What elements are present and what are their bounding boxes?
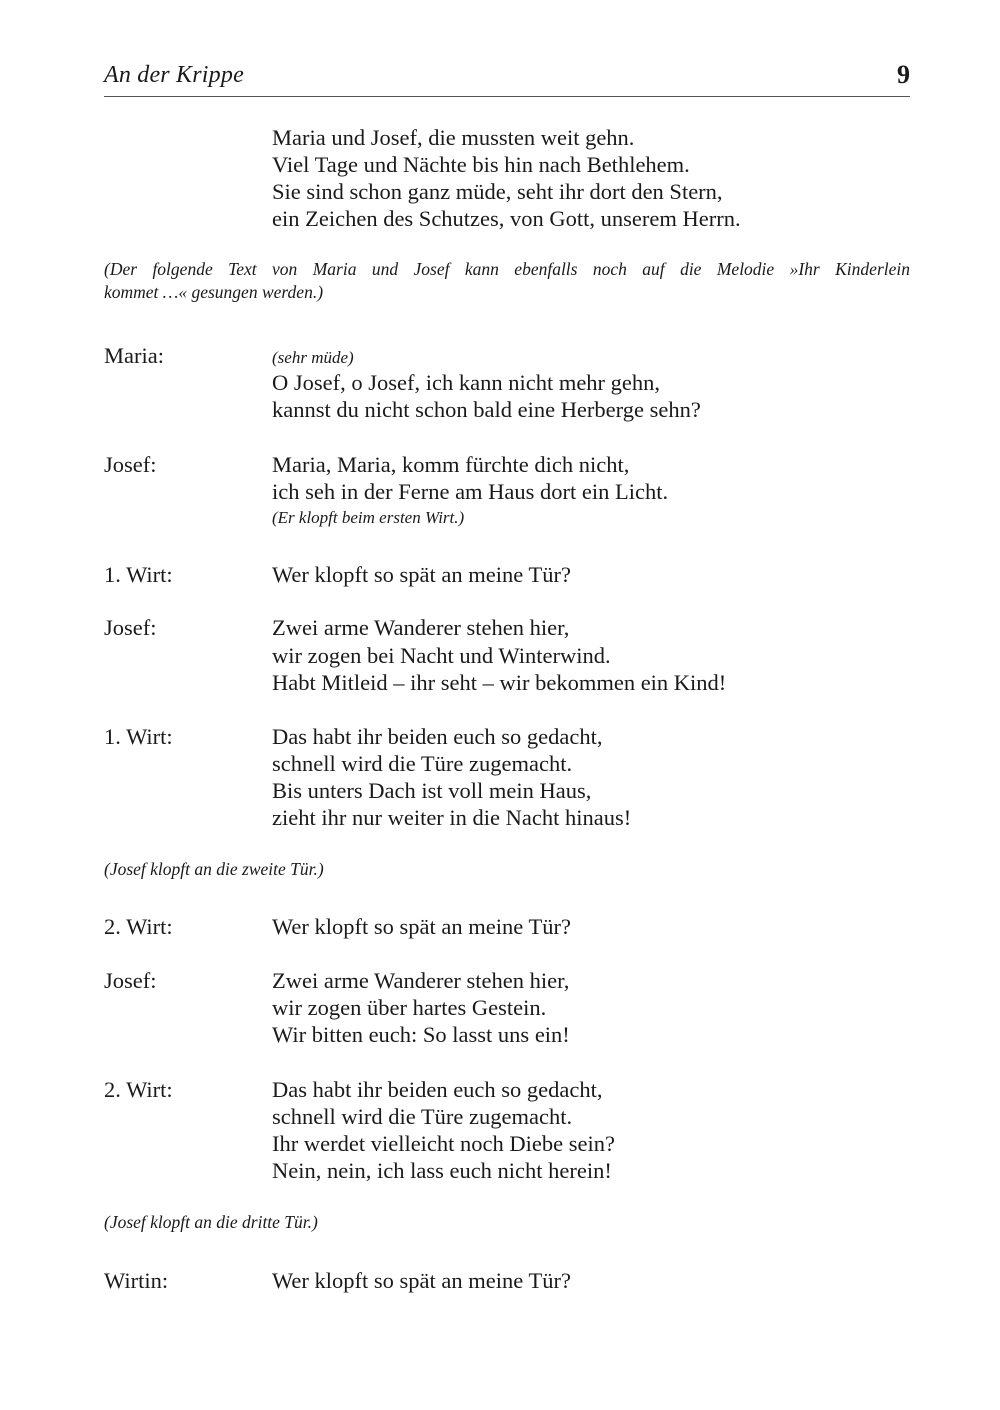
verse-line: Sie sind schon ganz müde, seht ihr dort den Stern,	[272, 179, 723, 204]
dialogue-line: Wer klopft so spät an meine Tür?	[272, 1268, 571, 1293]
speaker-label: Josef:	[104, 968, 157, 993]
running-header	[104, 60, 910, 97]
speaker-label: 2. Wirt:	[104, 1077, 173, 1102]
dialogue-line: Wer klopft so spät an meine Tür?	[272, 914, 571, 939]
speaker-label: Maria:	[104, 343, 164, 368]
verse-line: Viel Tage und Nächte bis hin nach Bethlehem.	[272, 152, 690, 177]
speaker-label: Wirtin:	[104, 1268, 169, 1293]
dialogue-line: Bis unters Dach ist voll mein Haus,	[272, 778, 592, 803]
verse-line: ein Zeichen des Schutzes, von Gott, unserem Herrn.	[272, 206, 741, 231]
dialogue-line: Maria, Maria, komm fürchte dich nicht,	[272, 452, 630, 477]
speaker-label: Josef:	[104, 615, 157, 640]
speaker-label: 2. Wirt:	[104, 914, 173, 939]
dialogue-line: Zwei arme Wanderer stehen hier,	[272, 615, 570, 640]
stage-direction: (Er klopft beim ersten Wirt.)	[272, 508, 465, 527]
dialogue-line: Wer klopft so spät an meine Tür?	[272, 562, 571, 587]
melody-note-line: kommet …« gesungen werden.)	[104, 282, 324, 302]
stage-direction-third-door: (Josef klopft an die dritte Tür.)	[104, 1212, 318, 1232]
dialogue-line: Das habt ihr beiden euch so gedacht,	[272, 1077, 603, 1102]
dialogue-line: zieht ihr nur weiter in die Nacht hinaus!	[272, 805, 632, 830]
dialogue-line: schnell wird die Türe zugemacht.	[272, 751, 573, 776]
dialogue-line: Wir bitten euch: So lasst uns ein!	[272, 1022, 570, 1047]
stage-direction: (sehr müde)	[272, 348, 354, 367]
dialogue-line: O Josef, o Josef, ich kann nicht mehr gehn,	[272, 370, 661, 395]
speaker-label: Josef:	[104, 452, 157, 477]
dialogue-line: ich seh in der Ferne am Haus dort ein Licht.	[272, 479, 669, 504]
dialogue-line: Habt Mitleid – ihr seht – wir bekommen ein Kind!	[272, 670, 727, 695]
dialogue-line: wir zogen bei Nacht und Winterwind.	[272, 643, 611, 668]
dialogue-line: Das habt ihr beiden euch so gedacht,	[272, 724, 603, 749]
speaker-label: 1. Wirt:	[104, 724, 173, 749]
dialogue-line: schnell wird die Türe zugemacht.	[272, 1104, 573, 1129]
melody-note	[104, 258, 910, 304]
dialogue-line: Nein, nein, ich lass euch nicht herein!	[272, 1158, 612, 1183]
page-number: 9	[897, 60, 910, 89]
dialogue-line: Ihr werdet vielleicht noch Diebe sein?	[272, 1131, 615, 1156]
stage-direction-second-door: (Josef klopft an die zweite Tür.)	[104, 859, 324, 879]
dialogue-line: kannst du nicht schon bald eine Herberge sehn?	[272, 397, 701, 422]
verse-line: Maria und Josef, die mussten weit gehn.	[272, 125, 635, 150]
melody-note-line: (Der folgende Text von Maria und Josef kann ebenfalls noch auf die Melodie »Ihr Kinderlein	[104, 259, 910, 279]
chapter-title: An der Krippe	[104, 62, 244, 88]
dialogue-line: wir zogen über hartes Gestein.	[272, 995, 547, 1020]
dialogue-line: Zwei arme Wanderer stehen hier,	[272, 968, 570, 993]
speaker-label: 1. Wirt:	[104, 562, 173, 587]
